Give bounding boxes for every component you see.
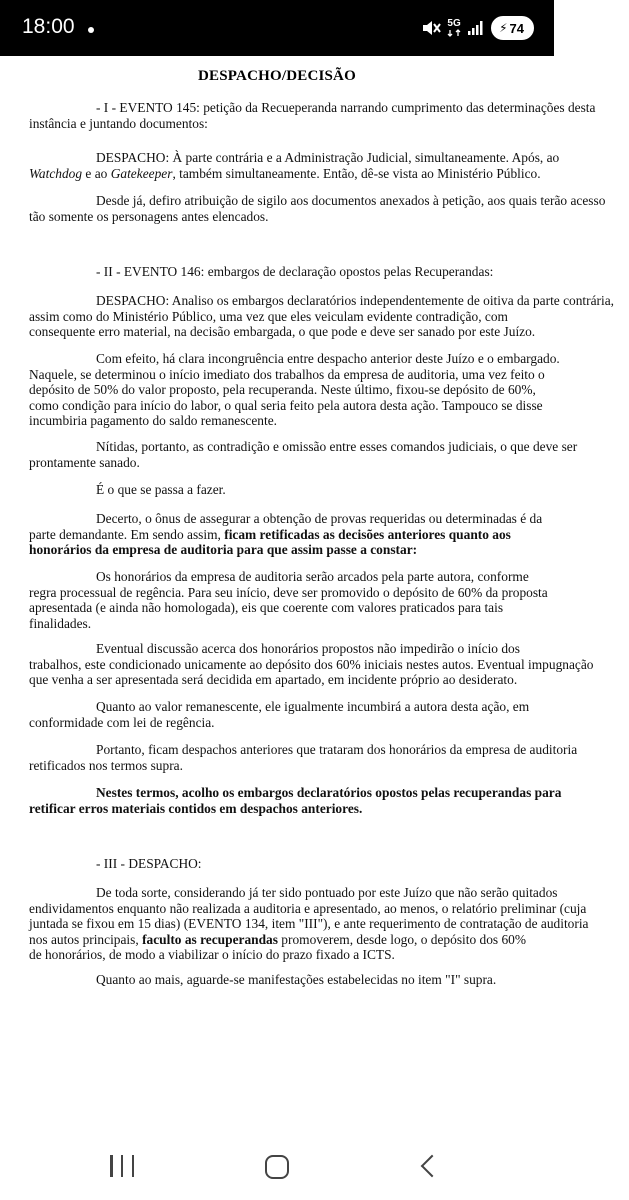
paragraph-de-toda-sorte: De toda sorte, considerando já ter sido pontuado por este Juízo que não serão quitados endividamentos enquanto não realizada a auditoria e apresentado, ao menos, o relatório preliminar (cuja juntada se fixou em 15 dias) (EVENTO 134, item "III"), e ante requerimento de contratação de auditoria nos autos principais, faculto as recuperandas promoverem, desde logo, o depósito dos 60% de honorários, de modo a viabilizar o início do prazo fixado a ICTS. — [29, 885, 589, 963]
paragraph-nestes-termos: Nestes termos, acolho os embargos declaratórios opostos pelas recuperandas para retificar erros materiais contidos em despachos anteriores. — [29, 785, 562, 816]
document-viewer[interactable] — [0, 56, 615, 1136]
paragraph-passa-fazer: É o que se passa a fazer. — [96, 482, 226, 497]
home-button[interactable] — [265, 1155, 289, 1179]
status-icons — [421, 16, 534, 40]
paragraph-portanto: Portanto, ficam despachos anteriores que trataram dos honorários da empresa de auditoria retificados nos termos supra. — [29, 742, 578, 773]
paragraph-despacho-1: DESPACHO: À parte contrária e a Administração Judicial, simultaneamente. Após, ao Watchdog e ao Gatekeeper, também simultaneamente. Então, dê-se vista ao Ministério Público. — [29, 150, 560, 181]
paragraph-despacho-2: DESPACHO: Analiso os embargos declaratórios independentemente de oitiva da parte contrária, assim como do Ministério Público, uma vez que eles veiculam evidente contradição, com consequente erro material, na decisão embargada, o que pode e deve ser sanado por este Juízo. — [29, 293, 615, 340]
notification-dot-icon — [88, 27, 94, 33]
paragraph-sigilo: Desde já, defiro atribuição de sigilo aos documentos anexados à petição, aos quais terão acesso tão somente os personagens antes elencados. — [29, 193, 606, 224]
paragraph-remanescente: Quanto ao valor remanescente, ele igualmente incumbirá a autora desta ação, em conformidade com lei de regência. — [29, 699, 530, 730]
document-title: DESPACHO/DECISÃO — [198, 68, 356, 84]
clock: 18:00 — [22, 15, 75, 38]
mute-icon — [421, 19, 441, 37]
paragraph-decerto: Decerto, o ônus de assegurar a obtenção de provas requeridas ou determinadas é da parte demandante. Em sendo assim, ficam retificadas as decisões anteriores quanto aos honorários da empresa de auditoria para que assim passe a constar: — [29, 511, 543, 558]
heading-despacho-iii: - III - DESPACHO: — [96, 856, 202, 871]
status-bar — [0, 0, 554, 56]
paragraph-nitidas: Nítidas, portanto, as contradição e omissão entre esses comandos judiciais, o que deve ser prontamente sanado. — [29, 439, 578, 470]
back-button[interactable] — [421, 1155, 444, 1178]
recents-button[interactable] — [110, 1155, 134, 1177]
navigation-bar — [0, 1136, 554, 1200]
battery-level: 74 — [509, 20, 524, 36]
paragraph-evento-145: - I - EVENTO 145: petição da Recueperanda narrando cumprimento das determinações desta instância e juntando documentos: — [29, 100, 596, 131]
paragraph-honorarios: Os honorários da empresa de auditoria serão arcados pela parte autora, conforme regra processual de regência. Para seu início, deve ser promovido o depósito de 60% da proposta apresentada (e ainda não homologada), eis que coerente com valores praticados para tais finalidades. — [29, 569, 548, 631]
paragraph-com-efeito: Com efeito, há clara incongruência entre despacho anterior deste Juízo e o embargado. Naquele, se determinou o início imediato dos trabalhos da empresa de auditoria, uma vez feito o depósito de 50% do valor proposto, pela recuperanda. Neste último, fixou-se depósito de 60%, como condição para início do labor, o qual seria feito pela autora desta ação. Tampouco se disse incumbiria pagamento do saldo remanescente. — [29, 351, 560, 429]
battery-icon: ⚡ 74 — [491, 16, 534, 40]
recents-icon — [110, 1155, 113, 1177]
heading-evento-146: - II - EVENTO 146: embargos de declaração opostos pelas Recuperandas: — [96, 264, 494, 279]
paragraph-eventual: Eventual discussão acerca dos honorários propostos não impedirão o início dos trabalhos, este condicionado unicamente ao depósito dos 60% iniciais nestes autos. Eventual impugnação que venha a ser apresentada será decidida em apartado, em incidente próprio ao desiderato. — [29, 641, 594, 688]
signal-icon — [467, 20, 485, 36]
network-type-icon: 5G — [447, 19, 461, 37]
paragraph-quanto-ao-mais: Quanto ao mais, aguarde-se manifestações estabelecidas no item "I" supra. — [96, 972, 497, 987]
